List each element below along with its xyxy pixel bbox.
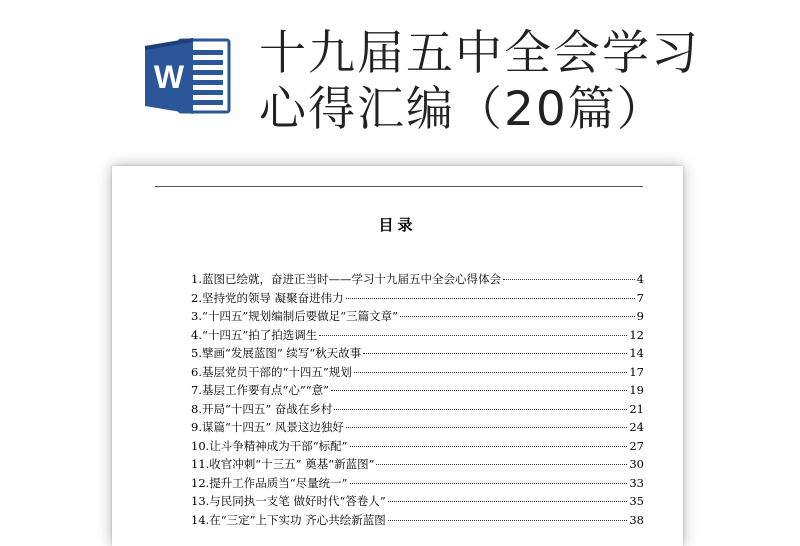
header-rule [155,186,643,187]
header [0,0,800,150]
toc-entry-title: 7.基层工作要有点“心”“意” [191,383,329,397]
toc-entry-page: 4 [636,272,644,286]
toc-entry[interactable] [191,438,644,457]
page-title-line-1: 十九届五中全会学习 [259,26,700,81]
toc-leader-dots [503,279,635,280]
toc-entry[interactable] [191,345,644,364]
toc-entry[interactable] [191,475,644,494]
toc-entry-title: 3.“十四五”规划编制后要做足“三篇文章” [191,309,398,323]
toc-entry[interactable] [191,290,644,309]
toc-entry-title: 11.收官冲刺“十三五” 奠基“新蓝图” [191,457,375,471]
toc-entry[interactable] [191,456,644,475]
toc-entry-page: 21 [629,401,644,416]
table-of-contents [191,271,644,530]
toc-leader-dots [319,335,627,336]
toc-entry-page: 27 [629,438,644,453]
toc-leader-dots [346,427,627,428]
toc-entry-title: 6.基层党员干部的“十四五”规划 [191,364,352,379]
toc-entry-page: 12 [629,327,644,342]
page-title [259,26,779,138]
toc-entry-title: 4.“十四五”拍了拍选调生 [191,327,318,342]
toc-leader-dots [388,520,628,521]
toc-entry-title: 5.擘画“发展蓝图” 续写“秋天故事 [191,346,362,360]
toc-entry-page: 17 [629,364,644,379]
toc-entry[interactable] [191,512,644,531]
toc-entry[interactable] [191,364,644,383]
toc-entry[interactable] [191,308,644,327]
word-icon-letter: W [153,59,185,95]
toc-leader-dots [400,316,635,317]
toc-leader-dots [334,409,627,410]
toc-entry-title: 13.与民同执一支笔 做好时代“答卷人” [191,494,386,508]
toc-entry[interactable] [191,327,644,346]
toc-entry[interactable] [191,271,644,290]
toc-entry-title: 10.让斗争精神成为干部“标配” [191,438,348,453]
toc-entry-page: 24 [629,420,644,434]
document-page-preview [112,166,683,546]
toc-entry-title: 2.坚持党的领导 凝聚奋进伟力 [191,290,344,305]
toc-leader-dots [331,390,627,391]
toc-leader-dots [350,483,628,484]
toc-leader-dots [350,446,628,447]
toc-entry-page: 9 [636,309,644,323]
toc-entry-title: 12.提升工作品质当“尽量统一” [191,475,348,490]
toc-entry-title: 9.谋篇“十四五” 风景这边独好 [191,420,344,434]
toc-entry[interactable] [191,419,644,438]
toc-leader-dots [388,501,628,502]
toc-leader-dots [354,372,628,373]
toc-entry[interactable] [191,493,644,512]
toc-entry[interactable] [191,382,644,401]
toc-leader-dots [346,298,635,299]
toc-entry[interactable] [191,401,644,420]
toc-entry-title: 14.在“三定”上下实功 齐心共绘新蓝图 [191,512,386,527]
toc-entry-page: 7 [636,290,644,305]
toc-heading: 目录 [378,216,417,234]
toc-entry-page: 38 [629,512,644,527]
toc-entry-page: 19 [629,383,644,397]
toc-entry-title: 1.蓝图已绘就，奋进正当时——学习十九届五中全会心得体会 [191,272,501,286]
word-document-icon [143,36,233,116]
toc-entry-page: 14 [629,346,644,360]
toc-leader-dots [376,464,627,465]
toc-entry-title: 8.开局“十四五” 奋战在乡村 [191,401,333,416]
toc-entry-page: 35 [629,494,644,508]
toc-leader-dots [363,353,627,354]
toc-entry-page: 30 [629,457,644,471]
page-title-line-2: 心得汇编（20篇） [259,82,666,137]
toc-entry-page: 33 [629,475,644,490]
